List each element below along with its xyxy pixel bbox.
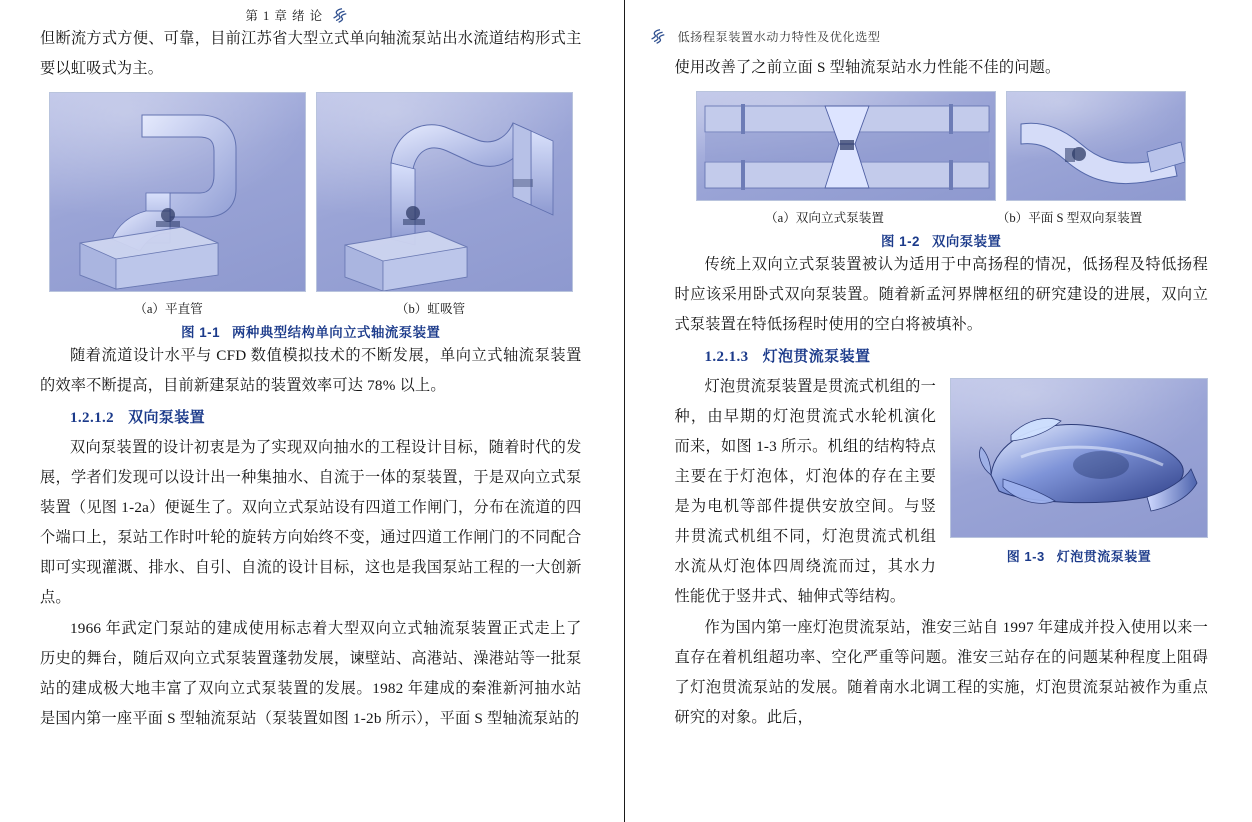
- figure-1-1: [40, 92, 582, 341]
- right-running-head: [625, 28, 1252, 45]
- figure-1-1-title-text: 两种典型结构单向立式轴流泵装置: [232, 325, 441, 340]
- figure-1-2-image-a: [696, 91, 996, 201]
- figure-1-2-title-text: 双向泵装置: [932, 234, 1002, 249]
- figure-1-1-image-b: [316, 92, 573, 292]
- figure-1-3-title-text: 灯泡贯流泵装置: [1056, 549, 1152, 564]
- figure-1-3: [950, 378, 1208, 565]
- figure-1-2-image-b: [1006, 91, 1186, 201]
- figure-1-2-subcaptions: [675, 207, 1209, 226]
- figure-1-2: [675, 91, 1209, 250]
- figure-1-2-subcaption-a: （a）双向立式泵装置: [765, 211, 884, 225]
- paragraph: 灯泡贯流泵装置是贯流式机组的一种，由早期的灯泡贯流式水轮机演化而来，如图 1-3 所示。机组的结构特点主要在于灯泡体，灯泡体的存在主要是为电机等部件提供安放空间。与竖井贯流式机组不同，灯泡贯流式机组水流从灯泡体四周绕流而过，其水力性能优于竖井式、轴伸式等结构。: [674, 378, 936, 605]
- figure-1-3-image: [950, 378, 1208, 538]
- left-running-head: [0, 6, 624, 24]
- paragraph: 使用改善了之前立面 S 型轴流泵站水力性能不佳的问题。: [674, 59, 1061, 76]
- paragraph: 1966 年武定门泵站的建成使用标志着大型双向立式轴流泵装置正式走上了历史的舞台，随后双向立式泵装置蓬勃发展，谏壁站、高港站、澡港站等一批泵站的建成极大地丰富了双向立式泵装置的发展。1982 年建成的秦淮新河抽水站是国内第一座平面 S 型轴流泵站（泵装置如图 1-2b 所示），平面 S 型轴流泵站的: [40, 620, 582, 727]
- running-head-text: 低扬程泵装置水动力特性及优化选型: [677, 30, 881, 44]
- paragraph: 传统上双向立式泵装置被认为适用于中高扬程的情况，低扬程及特低扬程时应该采用卧式双向泵装置。随着新孟河界牌枢纽的研究建设的进展，双向立式泵装置在特低扬程时使用的空白将被填补。: [674, 256, 1208, 333]
- paragraph: 随着流道设计水平与 CFD 数值模拟技术的不断发展，单向立式轴流泵装置的效率不断提高，目前新建泵站的装置效率可达 78% 以上。: [40, 347, 582, 394]
- figure-1-1-subcaption-b: （b）虹吸管: [395, 302, 466, 316]
- paragraph: 但断流方式方便、可靠，目前江苏省大型立式单向轴流泵站出水流道结构形式主要以虹吸式为主。: [40, 30, 582, 77]
- figure-1-1-title: [40, 322, 582, 341]
- heading-text: 灯泡贯流泵装置: [762, 348, 871, 365]
- figure-1-3-label: 图 1-3: [1006, 549, 1045, 564]
- figure-1-2-subcaption-b: （b）平面 S 型双向泵装置: [996, 211, 1143, 225]
- paragraph: 作为国内第一座灯泡贯流泵站，淮安三站自 1997 年建成并投入使用以来一直存在着机组超功率、空化严重等问题。淮安三站存在的问题某种程度上阻碍了灯泡贯流泵站的发展。随着南水北调工程的实施，灯泡贯流泵站被作为重点研究的对象。此后，: [674, 619, 1208, 726]
- heading-1-2-1-3: [675, 342, 1209, 372]
- figure-1-1-subcaptions: [40, 298, 582, 317]
- figure-1-1-images: [40, 92, 582, 292]
- figure-1-2-images: [675, 91, 1209, 201]
- right-page: [625, 0, 1252, 822]
- figure-1-1-subcaption-a: （a）平直管: [134, 302, 203, 316]
- figure-1-1-label: 图 1-1: [181, 325, 221, 340]
- left-page: [0, 0, 624, 822]
- paragraph: 双向泵装置的设计初衷是为了实现双向抽水的工程设计目标，随着时代的发展，学者们发现可以设计出一种集抽水、自流于一体的泵装置，于是双向立式泵装置（见图 1-2a）便诞生了。双向立式泵站设有四道工作闸门，分布在流道的四个端口上，泵站工作时叶轮的旋转方向始终不变，通过四道工作闸门的不同配合即可实现灌溉、排水、自引、自流的设计目标，这也是我国泵站工程的一大创新点。: [40, 439, 582, 606]
- figure-1-2-label: 图 1-2: [881, 234, 920, 249]
- figure-1-1-image-a: [49, 92, 306, 292]
- heading-1-2-1-2: [40, 403, 582, 433]
- right-body: [625, 53, 1252, 733]
- heading-number: 1.2.1.3: [704, 349, 749, 365]
- book-emblem-icon: [649, 28, 666, 45]
- heading-text: 双向泵装置: [128, 409, 206, 426]
- heading-number: 1.2.1.2: [70, 410, 115, 426]
- running-head-text: 第 1 章 绪 论: [245, 9, 324, 23]
- figure-1-3-title: [950, 546, 1208, 565]
- figure-1-2-title: [675, 231, 1209, 250]
- book-emblem-icon: [331, 7, 348, 24]
- left-body: [0, 24, 624, 734]
